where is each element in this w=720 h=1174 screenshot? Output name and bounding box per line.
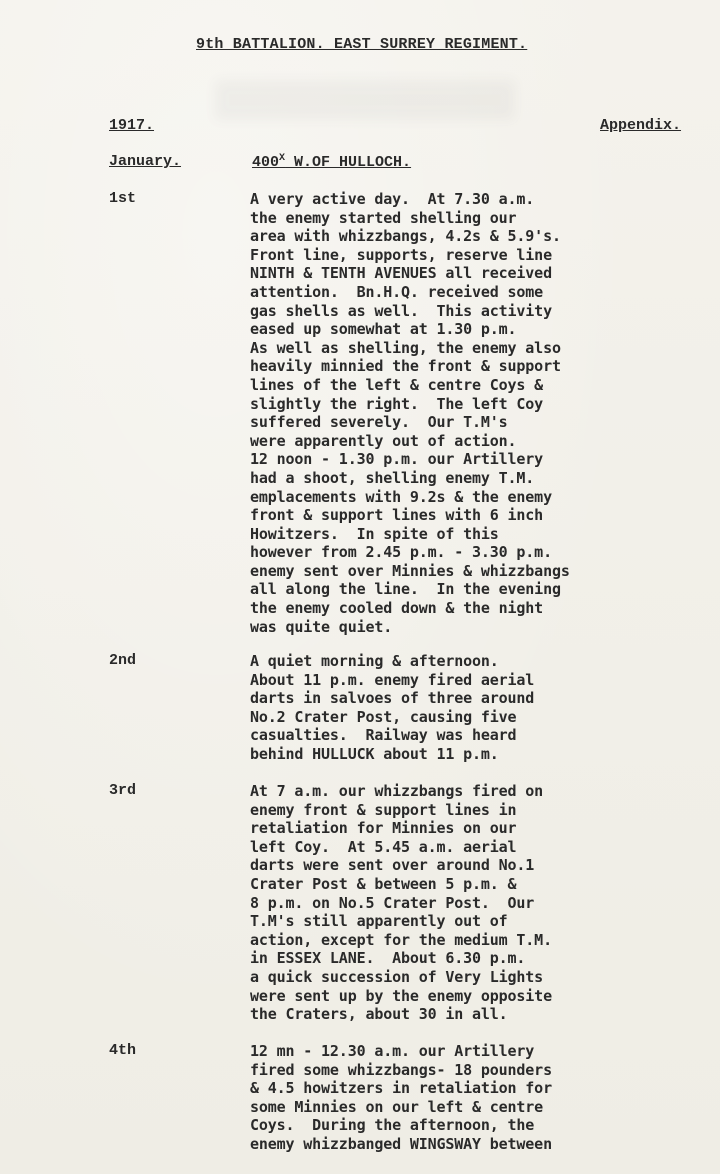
location-superscript: X (279, 153, 286, 164)
entry-text: 12 mn - 12.30 a.m. our Artillery fired some whizzbangs- 18 pounders & 4.5 howitzers in retaliation for some Minnies on our left & centre Coys. During the afternoon, the enemy whizzbanged WINGSWAY between (250, 1042, 552, 1153)
entry-day: 2nd (109, 652, 137, 669)
location-text: W.OF HULLOCH. (285, 154, 412, 171)
entry-day: 3rd (109, 782, 137, 799)
year-heading: 1917. (109, 117, 155, 134)
month-heading: January. (109, 153, 182, 170)
appendix-heading: Appendix. (600, 117, 682, 134)
paper-stain (215, 80, 515, 120)
document-title: 9th BATTALION. EAST SURREY REGIMENT. (196, 36, 528, 53)
entry-day: 1st (109, 190, 137, 207)
location-number: 400 (252, 154, 280, 171)
entry-text: At 7 a.m. our whizzbangs fired on enemy front & support lines in retaliation for Minnies on our left Coy. At 5.45 a.m. aerial darts were sent over around No.1 Crater Post & between 5 p.m. & 8 p.m. on No.5 Crater Post. Our T.M's still apparently out of action, except for the medium T.M. in ESSEX LANE. About 6.30 p.m. a quick succession of Very Lights were sent up by the enemy opposite the Craters, about 30 in all. (250, 782, 552, 1024)
entry-day: 4th (109, 1042, 137, 1059)
location-heading (252, 153, 411, 171)
entry-text: A very active day. At 7.30 a.m. the enemy started shelling our area with whizzbangs, 4.2s & 5.9's. Front line, supports, reserve line NINTH & TENTH AVENUES all received attention. Bn.H.Q. received some gas shells as well. This activity eased up somewhat at 1.30 p.m. As well as shelling, the enemy also heavily minnied the front & support lines of the left & centre Coys & slightly the right. The left Coy suffered severely. Our T.M's were apparently out of action. 12 noon - 1.30 p.m. our Artillery had a shoot, shelling enemy T.M. emplacements with 9.2s & the enemy front & support lines with 6 inch Howitzers. In spite of this however from 2.45 p.m. - 3.30 p.m. enemy sent over Minnies & whizzbangs all along the line. In the evening the enemy cooled down & the night was quite quiet. (250, 190, 570, 636)
entry-text: A quiet morning & afternoon. About 11 p.m. enemy fired aerial darts in salvoes of three around No.2 Crater Post, causing five casualties. Railway was heard behind HULLUCK about 11 p.m. (250, 652, 535, 763)
